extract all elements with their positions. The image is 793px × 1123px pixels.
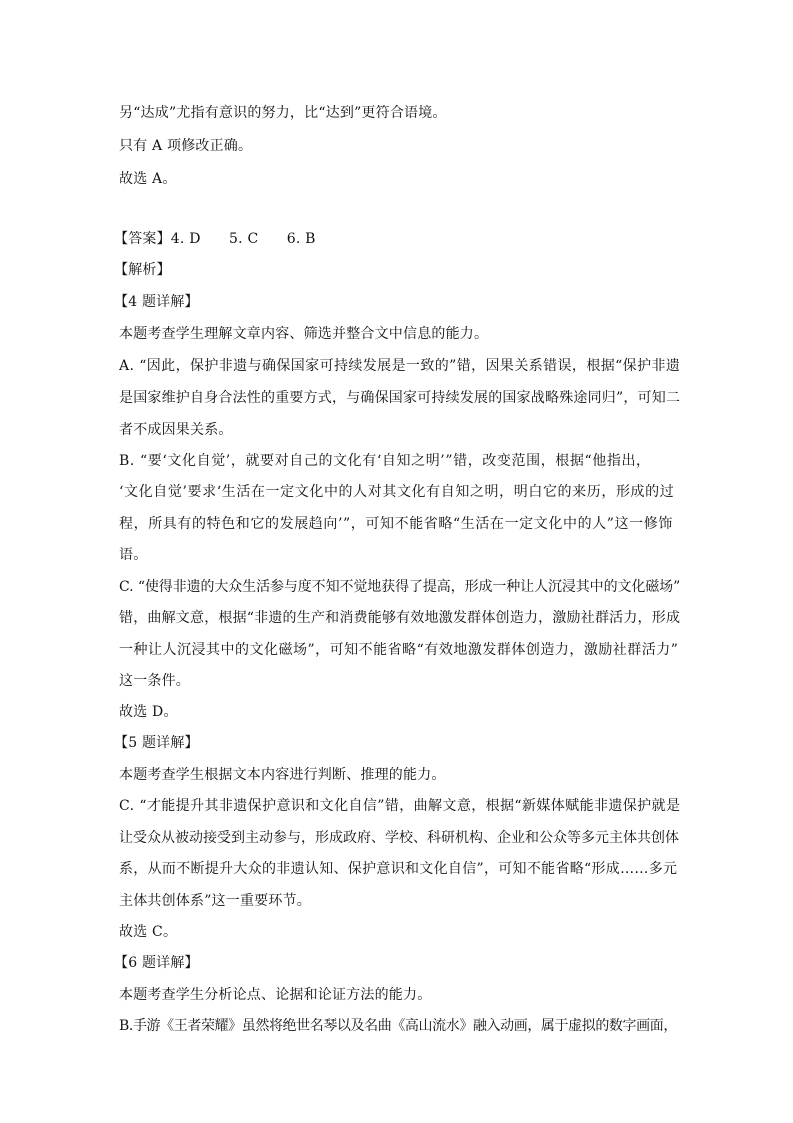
text-line: 本题考查学生分析论点、论据和论证方法的能力。 [119,987,432,1003]
text-line: 主体共创体系”这一重要环节。 [119,893,311,909]
text-line: 故选 D。 [119,704,178,720]
text-line: 这一条件。 [119,673,190,689]
text-line: 让受众从被动接受到主动参与，形成政府、学校、科研机构、企业和公众等多元主体共创体 [119,830,679,846]
text-line: 本题考查学生根据文本内容进行判断、推理的能力。 [119,767,446,783]
section-heading: 【5 题详解】 [114,735,199,751]
section-heading: 【6 题详解】 [114,955,199,971]
analysis-heading: 【解析】 [114,262,171,278]
text-line: B. “要‘文化自觉’，就要对自己的文化有‘自知之明’”错，改变范围，根据“他指出， [119,453,651,469]
section-heading: 【4 题详解】 [114,294,199,310]
text-line: 一种让人沉浸其中的文化磁场”，可知不能省略“有效地激发群体创造力，激励社群活力” [119,642,679,658]
text-line: 另“达成”尤指有意识的努力，比“达到”更符合语境。 [119,105,447,121]
text-line: 只有 A 项修改正确。 [119,138,253,154]
text-line: C. “才能提升其非遗保护意识和文化自信”错，曲解文意，根据“新媒体赋能非遗保护就是 [119,798,681,814]
answer-line: 【答案】4. D 5. C 6. B [114,231,316,247]
text-line: 是国家维护自身合法性的重要方式，与确保国家可持续发展的国家战略殊途同归”，可知二 [119,390,681,406]
text-line: 者不成因果关系。 [119,422,233,438]
text-line: A. “因此，保护非遗与确保国家可持续发展是一致的”错，因果关系错误，根据“保护非遗 [119,358,681,374]
text-line: 语。 [119,547,148,563]
text-line: 系，从而不断提升大众的非遗认知、保护意识和文化自信”，可知不能省略“形成……多元 [119,861,678,877]
text-line: 程，所具有的特色和它的发展趋向’”，可知不能省略“生活在一定文化中的人”这一修饰 [119,516,673,532]
text-line: 故选 A。 [119,171,177,187]
text-line: B.手游《王者荣耀》虽然将绝世名琴以及名曲《高山流水》融入动画，属于虚拟的数字画面， [119,1018,677,1034]
text-line: 故选 C。 [119,924,178,940]
text-line: C. “使得非遗的大众生活参与度不知不觉地获得了提高，形成一种让人沉浸其中的文化磁场” [119,579,681,595]
text-line: 错，曲解文意，根据“非遗的生产和消费能够有效地激发群体创造力，激励社群活力，形成 [119,610,681,626]
text-line: ‘文化自觉’要求‘生活在一定文化中的人对其文化有自知之明，明白它的来历，形成的过 [119,484,675,500]
text-line: 本题考查学生理解文章内容、筛选并整合文中信息的能力。 [119,326,489,342]
